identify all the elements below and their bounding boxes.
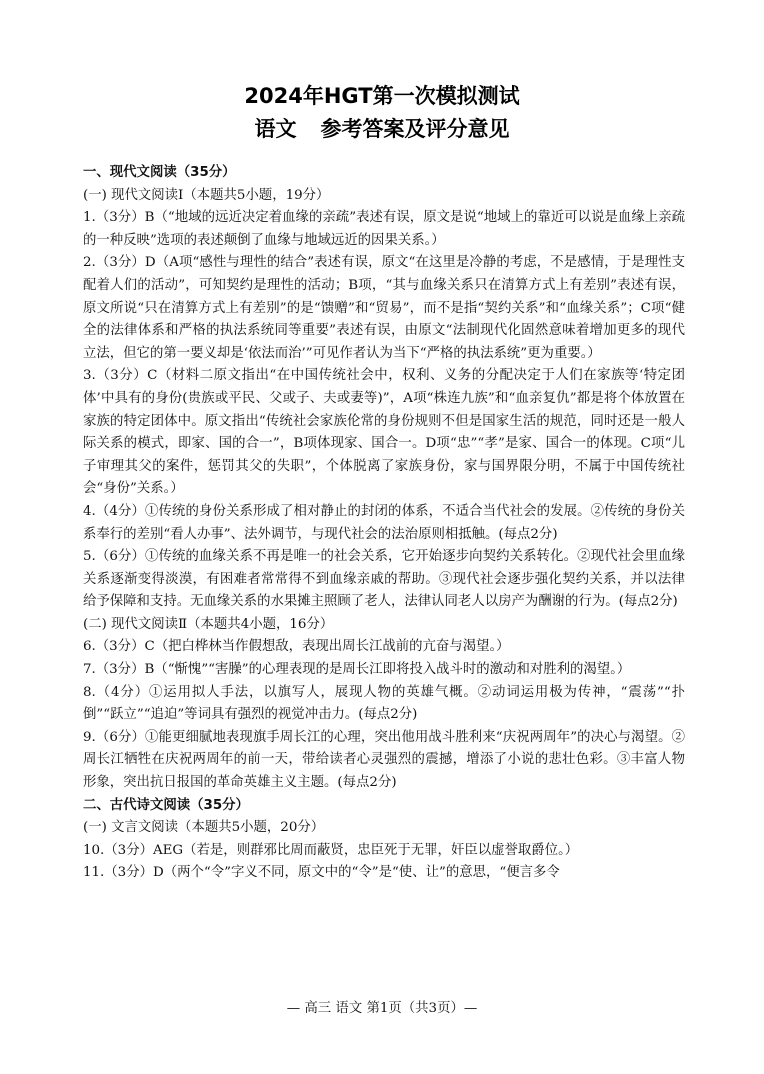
answer-item-4: 4.（4分）①传统的身份关系形成了相对静止的封闭的体系，不适合当代社会的发展。②传统的身份关系奉行的差别“看人办事”、法外调节，与现代社会的法治原则相抵触。(每点2分) xyxy=(83,503,685,542)
section-heading-modern-reading: 一、现代文阅读（35分） xyxy=(83,165,236,180)
answer-content xyxy=(83,162,685,885)
answer-item-11: 11.（3分）D（两个“令”字义不同，原文中的“令”是“使、让”的意思，“便言多令 xyxy=(83,865,560,881)
answer-item-2: 2.（3分）D（A项“感性与理性的结合”表述有误，原文“在这里是冷静的考虑，不是感情，于是理性支配着人们的活动”，可知契约是理性的活动；B项，“其与血缘关系只在清算方式上有差别”表述有误，原文所说“只在清算方式上有差别”的是“馈赠”和“贸易”，而不是指“契约关系”和“血缘关系”；C项“健全的法律体系和严格的执法系统同等重要”表述有误，由原文“法制现代化固然意味着增加更多的现代立法，但它的第一要义却是‘依法而治’”可见作者认为当下“严格的执法系统”更为重要。） xyxy=(83,255,685,361)
answer-item-7: 7.（3分）B（“惭愧”“害臊”的心理表现的是周长江即将投入战斗时的激动和对胜利的渴望。） xyxy=(83,662,631,678)
subsection-heading-reading-1: (一) 现代文阅读Ⅰ（本题共5小题，19分） xyxy=(83,187,330,203)
subsection-heading-reading-2: (二) 现代文阅读Ⅱ（本题共4小题，16分） xyxy=(83,616,334,632)
subsection-heading-classical-prose: (一) 文言文阅读（本题共5小题，20分） xyxy=(83,820,325,836)
subtitle-rest: 参考答案及评分意见 xyxy=(320,117,510,141)
answer-item-1: 1.（3分）B（“地域的远近决定着血缘的亲疏”表述有误，原文是说“地域上的靠近可以说是血缘上亲疏的一种反映”选项的表述颠倒了血缘与地域远近的因果关系。） xyxy=(83,210,685,248)
answer-item-5: 5.（6分）①传统的血缘关系不再是唯一的社会关系，它开始逐步向契约关系转化。②现代社会里血缘关系逐渐变得淡漠，有困难者常常得不到血缘亲戚的帮助。③现代社会逐步强化契约关系，并以法律给予保障和支持。无血缘关系的水果摊主照顾了老人，法律认同老人以房产为酬谢的行为。(每点2分) xyxy=(83,549,685,610)
answer-item-3: 3.（3分）C（材料二原文指出“在中国传统社会中，权利、义务的分配决定于人们在家族等‘特定团体’中具有的身份(贵族或平民、父或子、夫或妻等)”，A项“株连九族”和“血亲复仇”都是将个体放置在家族的特定团体中。原文指出“传统社会家族伦常的身份规则不但是国家生活的规范，同时还是一般人际关系的模式，即家、国的合一”，B项体现家、国合一。D项“忠”“孝”是家、国合一的体现。C项“儿子审理其父的案件，惩罚其父的失职”，个体脱离了家族身份，家与国界限分明，不属于中国传统社会“身份”关系。） xyxy=(83,368,685,497)
page-subtitle xyxy=(0,113,764,143)
answer-item-8: 8.（4分）①运用拟人手法，以旗写人，展现人物的英雄气概。②动词运用极为传神，“震荡”“扑倒”“跃立”“追迫”等词具有强烈的视觉冲击力。(每点2分) xyxy=(83,684,685,723)
answer-item-9: 9.（6分）①能更细腻地表现旗手周长江的心理，突出他用战斗胜利来“庆祝两周年”的决心与渴望。②周长江牺牲在庆祝两周年的前一天，带给读者心灵强烈的震撼，增添了小说的悲壮色彩。③丰富人物形象，突出抗日报国的革命英雄主义主题。(每点2分) xyxy=(83,729,685,791)
section-heading-classical-reading: 二、古代诗文阅读（35分） xyxy=(83,797,249,813)
answer-item-10: 10.（3分）AEG（若是，则群邪比周而蔽贤，忠臣死于无罪，奸臣以虚誉取爵位。） xyxy=(83,842,579,858)
page-footer: — 高三 语文 第1页（共3页）— xyxy=(286,1001,478,1016)
subtitle-subject: 语文 xyxy=(254,117,297,141)
page-title: 2024年HGT第一次模拟测试 xyxy=(244,84,520,108)
answer-item-6: 6.（3分）C（把白桦林当作假想敌，表现出周长江战前的亢奋与渴望。） xyxy=(83,639,510,655)
